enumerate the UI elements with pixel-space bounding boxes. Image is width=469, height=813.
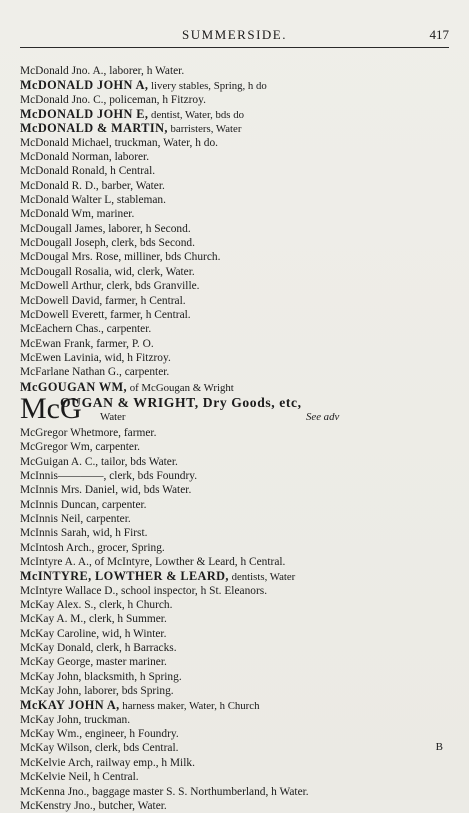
entry-text: McDonald Norman, laborer. <box>20 151 150 164</box>
entry-text: McKelvie Arch, railway emp., h Milk. <box>20 756 195 769</box>
entry-text: McKelvie Neil, h Central. <box>20 771 139 784</box>
directory-entry <box>20 612 460 626</box>
entry-text: McDonald Ronald, h Central. <box>20 165 156 178</box>
directory-entry <box>20 78 460 92</box>
entry-text: McEwan Frank, farmer, P. O. <box>20 337 154 350</box>
entry-text: McIntosh Arch., grocer, Spring. <box>20 541 165 554</box>
entry-text: McDonald Michael, truckman, Water, h do. <box>20 136 219 149</box>
directory-entry <box>20 64 460 78</box>
directory-entry <box>20 351 460 365</box>
directory-entry <box>20 455 460 469</box>
featured-entry-mcgougan-wright <box>20 391 460 426</box>
directory-entry <box>20 337 460 351</box>
directory-entry <box>20 164 460 178</box>
directory-entry <box>20 440 460 454</box>
header-rule <box>20 47 449 48</box>
directory-entry <box>20 322 460 336</box>
directory-entry <box>20 569 460 583</box>
directory-entry <box>20 483 460 497</box>
entry-text: McGregor Whetmore, farmer. <box>20 426 157 439</box>
entry-text: barristers, Water <box>167 123 242 136</box>
directory-entry <box>20 741 460 755</box>
directory-entry <box>20 627 460 641</box>
entry-text: McEachern Chas., carpenter. <box>20 323 152 336</box>
entry-text: dentists, Water <box>228 571 296 584</box>
entry-text: McKay Donald, clerk, h Barracks. <box>20 642 177 655</box>
signature-marker: B <box>435 741 443 753</box>
featured-entry-initial: McG <box>20 391 82 425</box>
directory-entry <box>20 512 460 526</box>
directory-entry <box>20 727 460 741</box>
entry-text: McDowell David, farmer, h Central. <box>20 294 186 307</box>
entry-text: McFarlane Nathan G., carpenter. <box>20 366 170 379</box>
entry-text: McInnis Sarah, wid, h First. <box>20 527 148 540</box>
entry-text: McIntyre Wallace D., school inspector, h St. Eleanors. <box>20 584 268 597</box>
entry-text: McDowell Arthur, clerk, bds Granville. <box>20 280 200 293</box>
entry-text: McKay John, truckman. <box>20 713 131 726</box>
directory-entry <box>20 756 460 770</box>
directory-entry <box>20 107 460 121</box>
entry-text: harness maker, Water, h Church <box>119 700 260 713</box>
entry-text: McKay Caroline, wid, h Winter. <box>20 627 167 640</box>
entry-text: McKay John, laborer, bds Spring. <box>20 685 174 698</box>
directory-entry <box>20 555 460 569</box>
directory-entry <box>20 598 460 612</box>
entry-text: McDougall Rosalia, wid, clerk, Water. <box>20 265 195 278</box>
featured-entry-see-adv: See adv <box>306 410 340 423</box>
directory-entry <box>20 207 460 221</box>
entry-text: McKay Alex. S., clerk, h Church. <box>20 599 173 612</box>
entry-text: McInnis Duncan, carpenter. <box>20 498 147 511</box>
directory-entry <box>20 265 460 279</box>
entry-text: dentist, Water, bds do <box>148 109 245 122</box>
entry-text: McGregor Wm, carpenter. <box>20 441 140 454</box>
directory-entries <box>20 64 460 813</box>
entry-text: McInnis Neil, carpenter. <box>20 512 131 525</box>
directory-entry <box>20 426 460 440</box>
directory-entry <box>20 294 460 308</box>
directory-entry <box>20 308 460 322</box>
entry-text: McDonald Jno. A., laborer, h Water. <box>20 65 185 77</box>
entry-bold-name: McKAY JOHN A, <box>20 698 120 713</box>
entry-text: McDonald Jno. C., policeman, h Fitzroy. <box>20 93 206 106</box>
entry-text: McDonald Wm, mariner. <box>20 208 135 221</box>
entry-text: McDougall Joseph, clerk, bds Second. <box>20 237 195 250</box>
featured-entry-line2: Water <box>100 410 126 423</box>
entries-before-group <box>20 64 460 394</box>
directory-entry <box>20 222 460 236</box>
featured-entry-line1: OUGAN & WRIGHT, Dry Goods, etc, <box>60 394 302 410</box>
entry-text: McKay Wilson, clerk, bds Central. <box>20 742 179 755</box>
entry-text: of McGougan & Wright <box>127 381 234 394</box>
directory-entry <box>20 279 460 293</box>
directory-entry <box>20 526 460 540</box>
entry-text: livery stables, Spring, h do <box>148 80 267 93</box>
entry-text: McKay A. M., clerk, h Summer. <box>20 613 167 626</box>
directory-entry <box>20 250 460 264</box>
directory-entry <box>20 670 460 684</box>
directory-entry <box>20 584 460 598</box>
directory-entry <box>20 799 460 813</box>
entry-text: McKay Wm., engineer, h Foundry. <box>20 728 179 741</box>
directory-entry <box>20 541 460 555</box>
entry-text: McEwen Lavinia, wid, h Fitzroy. <box>20 351 171 364</box>
entry-text: McInnis————, clerk, bds Foundry. <box>20 469 198 482</box>
directory-entry <box>20 698 460 712</box>
directory-entry <box>20 136 460 150</box>
entry-text: McDougal Mrs. Rose, milliner, bds Church. <box>20 251 221 264</box>
directory-entry <box>20 655 460 669</box>
directory-entry <box>20 193 460 207</box>
entry-text: McKay John, blacksmith, h Spring. <box>20 670 182 683</box>
entry-text: McDonald Walter L, stableman. <box>20 194 166 207</box>
directory-entry <box>20 365 460 379</box>
entry-bold-name: McDONALD JOHN A, <box>20 78 149 93</box>
page-number: 417 <box>429 27 449 42</box>
entry-bold-name: McDONALD JOHN E, <box>20 107 149 122</box>
directory-entry <box>20 93 460 107</box>
directory-entry <box>20 770 460 784</box>
entry-text: McKay George, master mariner. <box>20 656 167 669</box>
entry-text: McKenna Jno., baggage master S. S. Northumberland, h Water. <box>20 785 309 798</box>
directory-entry <box>20 236 460 250</box>
directory-entry <box>20 179 460 193</box>
directory-entry <box>20 641 460 655</box>
directory-entry <box>20 785 460 799</box>
entry-bold-name: McINTYRE, LOWTHER & LEARD, <box>20 569 229 584</box>
directory-entry <box>20 713 460 727</box>
directory-entry <box>20 469 460 483</box>
directory-entry <box>20 380 460 394</box>
entries-after-group <box>20 426 460 813</box>
entry-text: McDowell Everett, farmer, h Central. <box>20 308 191 321</box>
page-title: SUMMERSIDE. <box>182 27 287 42</box>
directory-entry <box>20 150 460 164</box>
entry-bold-name: McGOUGAN WM, <box>20 379 128 394</box>
entry-text: McDougall James, laborer, h Second. <box>20 222 191 235</box>
entry-text: McKenstry Jno., butcher, Water. <box>20 799 167 812</box>
page-header <box>20 27 449 45</box>
directory-entry <box>20 684 460 698</box>
entry-bold-name: McDONALD & MARTIN, <box>20 121 168 136</box>
entry-text: McDonald R. D., barber, Water. <box>20 179 165 192</box>
directory-entry <box>20 121 460 135</box>
directory-entry <box>20 498 460 512</box>
entry-text: McInnis Mrs. Daniel, wid, bds Water. <box>20 484 192 497</box>
entry-text: McIntyre A. A., of McIntyre, Lowther & Leard, h Central. <box>20 556 286 568</box>
entry-text: McGuigan A. C., tailor, bds Water. <box>20 455 178 468</box>
